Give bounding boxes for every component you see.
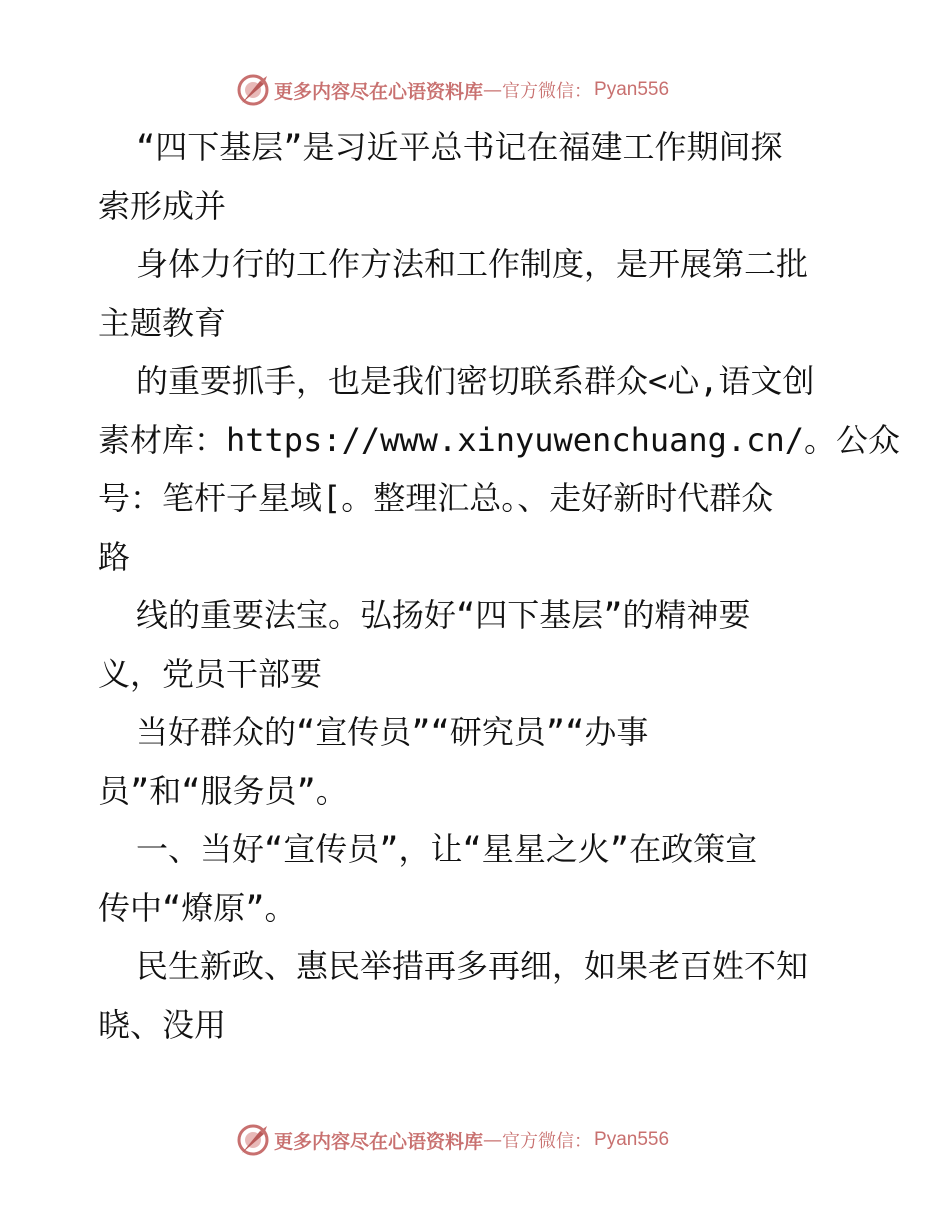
text-line: 传中“燎原”。 <box>98 888 297 927</box>
text-line: 索形成并 <box>98 186 227 225</box>
text-line: 线的重要法宝。弘扬好“四下基层”的精神要 <box>136 596 751 634</box>
text-line: 一、当好“宣传员”，让“星星之火”在政策宣 <box>136 830 758 868</box>
watermark-brand: 更多内容尽在心语资料库 <box>274 1130 484 1153</box>
header-watermark <box>236 72 756 108</box>
text-line: 主题教育 <box>98 303 227 342</box>
quill-logo-icon <box>236 73 270 107</box>
text-line: 晓、没用 <box>98 1005 227 1044</box>
watermark-wechat-label: 官方微信： <box>502 1131 593 1152</box>
watermark-dash: — <box>483 79 503 101</box>
text-line: 义，党员干部要 <box>98 654 323 693</box>
text-line: 路 <box>98 537 131 576</box>
text-line: 民生新政、惠民举措再多再细，如果老百姓不知 <box>136 947 809 985</box>
watermark-dash: — <box>483 1129 503 1151</box>
watermark-wechat-id: Pyan556 <box>594 79 670 100</box>
footer-watermark <box>236 1122 756 1158</box>
document-body <box>98 118 900 1054</box>
text-line: 的重要抓手，也是我们密切联系群众<心,语文创 <box>136 362 815 400</box>
watermark-wechat-id: Pyan556 <box>594 1129 670 1150</box>
text-line: 素材库：https://www.xinyuwenchuang.cn/。公众 <box>98 420 900 459</box>
watermark-wechat-label: 官方微信： <box>502 81 593 102</box>
text-line: 当好群众的“宣传员”“研究员”“办事 <box>136 713 649 751</box>
text-line: 号：笔杆子星域[。整理汇总。、走好新时代群众 <box>98 479 774 517</box>
text-line: 身体力行的工作方法和工作制度，是开展第二批 <box>136 245 809 283</box>
text-line: “四下基层”是习近平总书记在福建工作期间探 <box>136 128 783 166</box>
text-line: 员”和“服务员”。 <box>98 771 348 810</box>
quill-logo-icon <box>236 1123 270 1157</box>
watermark-brand: 更多内容尽在心语资料库 <box>274 80 484 103</box>
